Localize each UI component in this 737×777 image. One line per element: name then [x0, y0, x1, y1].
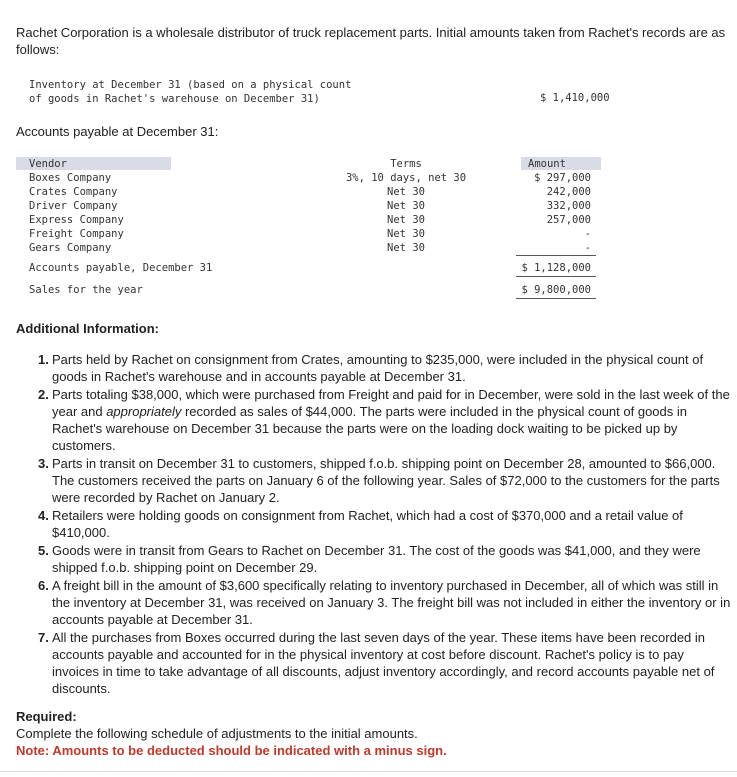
additional-information-heading: Additional Information: [16, 321, 159, 336]
item-text: Retailers were holding goods on consignment from Rachet, which had a cost of $370,000 and a retail value of $410,000. [52, 508, 683, 540]
list-item [38, 542, 734, 576]
bottom-divider [0, 771, 737, 772]
amount-column-header: Amount [528, 158, 566, 170]
accounts-payable-heading: Accounts payable at December 31: [16, 124, 219, 139]
list-item [38, 629, 734, 697]
intro-text: Rachet Corporation is a wholesale distributor of truck replacement parts. Initial amounts taken from Rachet's records are as follows: [16, 25, 726, 57]
vendor-amount: - [584, 228, 591, 240]
table-row [16, 227, 606, 241]
subtotal-rule [516, 255, 596, 256]
item-text-emphasis: appropriately [106, 404, 182, 419]
table-row [16, 213, 606, 227]
accounts-payable-total-label: Accounts payable, December 31 [29, 262, 213, 274]
table-header-row [16, 157, 606, 171]
item-text: Parts in transit on December 31 to customers, shipped f.o.b. shipping point on December 28, amounted to $66,000. The customers received the parts on January 6 of the following year. Sales of $72,000 to the customers for the parts were recorded by Rachet on January 2. [52, 456, 720, 505]
vendor-name: Boxes Company [29, 172, 112, 184]
vendor-name: Gears Company [29, 242, 112, 254]
inventory-label-line2: of goods in Rachet's warehouse on December 31) [29, 93, 320, 105]
item-text: All the purchases from Boxes occurred during the last seven days of the year. These items have been recorded in accounts payable and accounted for in the physical inventory at cost before discount. Rachet's policy is to pay invoices in time to take advantage of all discounts, adjust inventory accordingly, and record accounts payable net of discounts. [52, 630, 715, 696]
item-number: 7. [38, 630, 49, 645]
vendor-amount: 242,000 [546, 186, 591, 198]
item-text: Parts held by Rachet on consignment from Crates, amounting to $235,000, were included in the physical count of goods in Rachet's warehouse and in accounts payable at December 31. [52, 352, 704, 384]
item-text: Goods were in transit from Gears to Rachet on December 31. The cost of the goods was $41,000, and they were shipped f.o.b. shipping point on December 29. [52, 543, 701, 575]
item-number: 4. [38, 508, 49, 523]
required-section [16, 708, 447, 759]
required-text: Complete the following schedule of adjustments to the initial amounts. [16, 726, 418, 741]
vendor-terms: 3%, 10 days, net 30 [345, 172, 467, 184]
table-row [16, 199, 606, 213]
item-number: 3. [38, 456, 49, 471]
inventory-label [29, 78, 351, 106]
sales-rule [516, 298, 596, 299]
vendor-amount: 332,000 [546, 200, 591, 212]
total-rule [516, 276, 596, 277]
list-item [38, 386, 734, 454]
sales-row [16, 283, 606, 297]
required-heading: Required: [16, 709, 77, 724]
item-number: 5. [38, 543, 49, 558]
list-item [38, 577, 734, 628]
item-text: A freight bill in the amount of $3,600 specifically relating to inventory purchased in December, all of which was still in the inventory at December 31, was received on January 3. The freight bill was not included in either the inventory or in accounts payable at December 31. [52, 578, 731, 627]
item-number: 1. [38, 352, 49, 367]
vendor-name: Express Company [29, 214, 124, 226]
vendor-terms: Net 30 [387, 214, 425, 226]
vendor-name: Freight Company [29, 228, 124, 240]
inventory-label-line1: Inventory at December 31 (based on a physical count [29, 79, 352, 91]
accounts-payable-total-value: $ 1,128,000 [521, 262, 591, 274]
vendor-name: Driver Company [29, 200, 118, 212]
vendor-column-header: Vendor [29, 158, 67, 170]
vendor-amount: 257,000 [546, 214, 591, 226]
terms-column-header: Terms [390, 158, 422, 170]
required-note: Note: Amounts to be deducted should be indicated with a minus sign. [16, 743, 447, 758]
sales-label: Sales for the year [29, 284, 143, 296]
additional-information-list [38, 351, 734, 698]
vendor-amount: $ 297,000 [534, 172, 591, 184]
accounts-payable-total-row [16, 261, 606, 275]
item-number: 6. [38, 578, 49, 593]
list-item [38, 351, 734, 385]
table-row [16, 241, 606, 255]
vendor-amount: - [584, 242, 591, 254]
table-row [16, 171, 606, 185]
sales-value: $ 9,800,000 [521, 284, 591, 296]
item-number: 2. [38, 387, 49, 402]
vendor-terms: Net 30 [387, 200, 425, 212]
inventory-value: $ 1,410,000 [540, 92, 610, 104]
vendor-terms: Net 30 [387, 186, 425, 198]
list-item [38, 455, 734, 506]
item-text-continued: recorded as sales of $44,000. The parts were included in the physical count of goods in Rachet's warehouse on December 31 because the parts were on the loading dock waiting to be picked up by customers. [52, 404, 687, 453]
vendor-terms: Net 30 [387, 242, 425, 254]
vendor-terms: Net 30 [387, 228, 425, 240]
list-item [38, 507, 734, 541]
table-row [16, 185, 606, 199]
vendor-name: Crates Company [29, 186, 118, 198]
item-text: Parts totaling $38,000, which were purchased from Freight and paid for in December, were sold in the last week of the year and [52, 387, 730, 419]
